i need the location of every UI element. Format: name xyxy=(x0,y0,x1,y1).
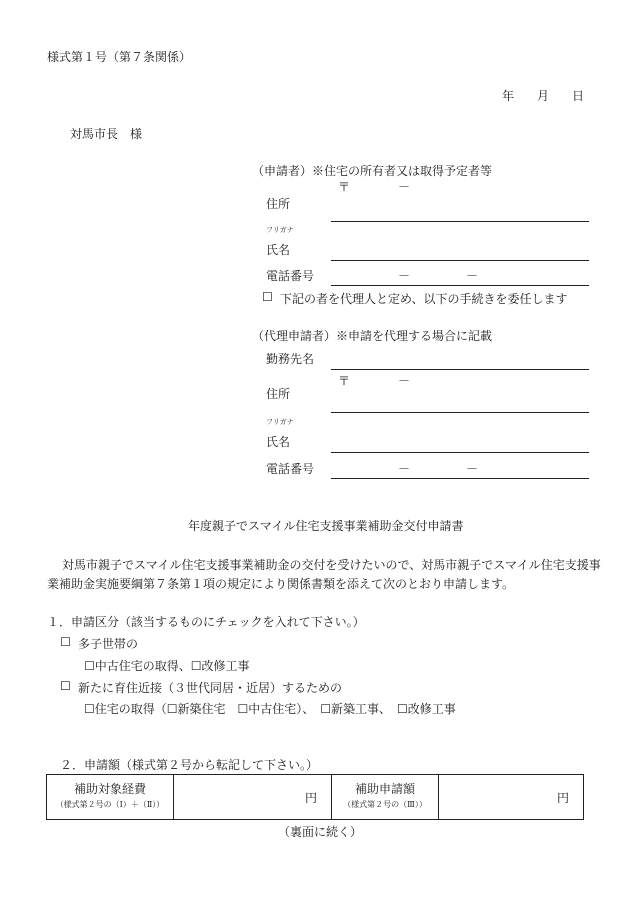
body-line-1: 対馬市親子でスマイル住宅支援事業補助金の交付を受けたいので、対馬市親子でスマイル住宅支援事 xyxy=(62,558,601,572)
agent-postal-mark: 〒 xyxy=(338,374,351,388)
agent-phone-label: 電話番号 xyxy=(266,462,315,476)
applicant-postal-mark: 〒 xyxy=(338,180,351,194)
section1-heading: １．申請区分（該当するものにチェックを入れて下さい。） xyxy=(47,615,365,629)
section2-heading: ２．申請額（様式第２号から転記して下さい。） xyxy=(60,758,319,772)
amount-table xyxy=(46,774,584,820)
applicant-heading: （申請者）※住宅の所有者又は取得予定者等 xyxy=(252,164,493,178)
cost-value-cell[interactable] xyxy=(174,775,332,820)
agent-workplace-line[interactable] xyxy=(331,369,589,370)
amount-value-cell[interactable] xyxy=(439,775,584,820)
agent-workplace-label: 勤務先名 xyxy=(266,352,315,366)
applicant-address-label: 住所 xyxy=(266,197,291,211)
option1-label: 多子世帯の xyxy=(78,637,139,651)
cost-sub-label: （様式第２号の（Ⅰ）＋（Ⅱ）） xyxy=(55,800,165,809)
body-line-2: 業補助金実施要綱第７条第１項の規定により関係書類を添えて次のとおり申請します。 xyxy=(47,577,515,591)
agent-name-line[interactable] xyxy=(331,452,589,453)
applicant-phone-dash-2: － xyxy=(466,269,479,283)
cost-unit: 円 xyxy=(304,790,317,805)
date-year-label: 年 xyxy=(502,89,515,103)
amount-label: 補助申請額 xyxy=(354,782,415,796)
cost-label: 補助対象経費 xyxy=(73,782,146,796)
applicant-phone-label: 電話番号 xyxy=(266,269,315,283)
delegate-checkbox[interactable]: ☐ xyxy=(262,290,273,304)
agent-name-label: 氏名 xyxy=(266,435,291,449)
amount-header-cell xyxy=(332,775,439,820)
option1-checkbox[interactable]: ☐ xyxy=(60,635,71,649)
applicant-name-line[interactable] xyxy=(331,260,589,261)
date-month-label: 月 xyxy=(537,89,550,103)
delegate-text: 下記の者を代理人と定め、以下の手続きを委任します xyxy=(280,292,568,306)
agent-furigana-label: フリガナ xyxy=(266,418,294,426)
applicant-phone-dash-1: － xyxy=(398,269,411,283)
applicant-furigana-label: フリガナ xyxy=(266,226,294,234)
continued-note: （裏面に続く） xyxy=(278,825,363,839)
applicant-name-label: 氏名 xyxy=(266,243,291,257)
agent-address-label: 住所 xyxy=(266,387,291,401)
option2-sub[interactable]: ☐住宅の取得（☐新築住宅 ☐中古住宅）、 ☐新築工事、 ☐改修工事 xyxy=(84,702,456,716)
amount-sub-label: （様式第２号の（Ⅲ）） xyxy=(343,800,427,809)
applicant-postal-dash: － xyxy=(398,180,411,194)
date-day-label: 日 xyxy=(572,89,585,103)
cost-header-cell xyxy=(47,775,174,820)
applicant-address-line[interactable] xyxy=(331,221,589,222)
agent-phone-dash-2: － xyxy=(466,462,479,476)
agent-address-line[interactable] xyxy=(331,412,589,413)
option2-label: 新たに育住近接（３世代同居・近居）するための xyxy=(78,681,343,695)
addressee: 対馬市長 様 xyxy=(70,127,143,141)
amount-table-row xyxy=(47,775,584,820)
option2-checkbox[interactable]: ☐ xyxy=(60,679,71,693)
option1-sub[interactable]: ☐中古住宅の取得、☐改修工事 xyxy=(84,659,250,673)
amount-unit: 円 xyxy=(556,790,569,805)
agent-postal-dash: － xyxy=(398,374,411,388)
agent-phone-dash-1: － xyxy=(398,462,411,476)
agent-phone-line[interactable] xyxy=(331,478,589,479)
form-number: 様式第１号（第７条関係） xyxy=(47,50,192,64)
document-title: 年度親子でスマイル住宅支援事業補助金交付申請書 xyxy=(188,519,464,533)
applicant-phone-line[interactable] xyxy=(331,285,589,286)
agent-heading: （代理申請者）※申請を代理する場合に記載 xyxy=(252,329,493,343)
